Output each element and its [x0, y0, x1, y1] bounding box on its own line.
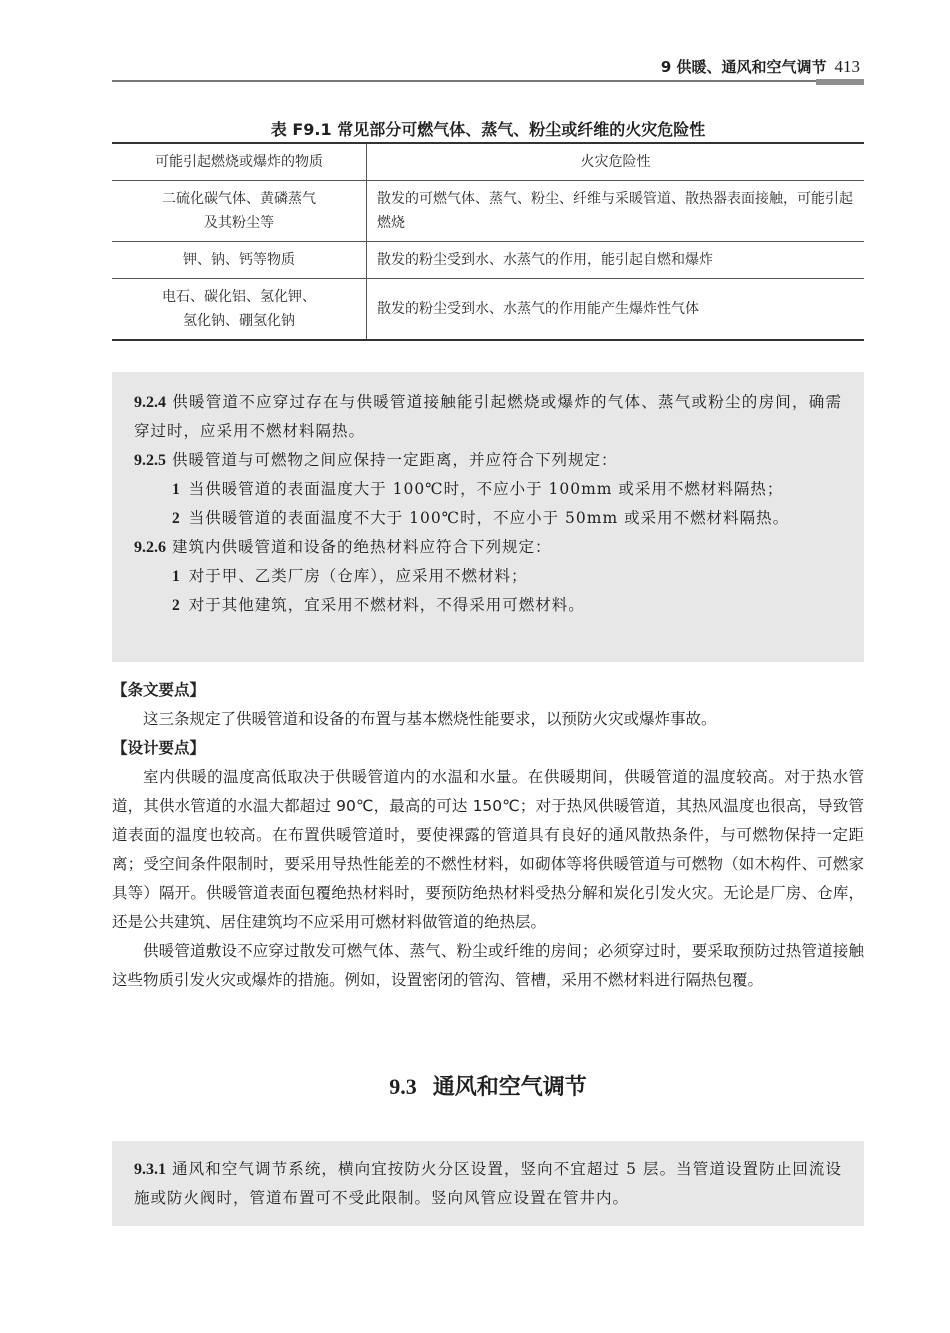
- section-title-text: 通风和空气调节: [432, 1075, 587, 1100]
- clause-9-2-5-item-1: [134, 475, 842, 504]
- clause-9-2-5: [134, 446, 842, 475]
- hazard-cell: 散发的粉尘受到水、水蒸气的作用能产生爆炸性气体: [367, 279, 865, 341]
- header-text: [661, 56, 860, 77]
- clause-text: 供暖管道不应穿过存在与供暖管道接触能引起燃烧或爆炸的气体、蒸气或粉尘的房间，确需穿过时，应采用不燃材料隔热。: [134, 393, 842, 440]
- column-header-hazard: 火灾危险性: [367, 143, 865, 181]
- design-paragraph-1: 室内供暖的温度高低取决于供暖管道内的水温和水量。在供暖期间，供暖管道的温度较高。对于热水管道，其供水管道的水温大都超过 90℃，最高的可达 150℃；对于热风供暖管道，其热风温度也很高，导致管道表面的温度也较高。在布置供暖管道时，要使裸露的管道具有良好的通风散热条件，与可燃物保持一定距离；受空间条件限制时，要采用导热性能差的不燃性材料，如砌体等将供暖管道与可燃物（如木构件、可燃家具等）隔开。供暖管道表面包覆绝热材料时，要预防绝热材料受热分解和炭化引发火灾。无论是厂房、仓库，还是公共建筑、居住建筑均不应采用可燃材料做管道的绝热层。: [112, 768, 864, 931]
- item-number: 2: [172, 510, 181, 527]
- item-text: 当供暖管道的表面温度大于 100℃时，不应小于 100mm 或采用不燃材料隔热；: [188, 480, 784, 498]
- commentary: [112, 676, 864, 995]
- design-paragraph-2: 供暖管道敷设不应穿过散发可燃气体、蒸气、粉尘或纤维的房间；必须穿过时，要采取预防过热管道接触这些物质引发火灾或爆炸的措施。例如，设置密闭的管沟、管槽，采用不燃材料进行隔热包覆。: [112, 942, 864, 989]
- item-text: 对于甲、乙类厂房（仓库），应采用不燃材料；: [188, 567, 528, 585]
- column-header-substance: 可能引起燃烧或爆炸的物质: [112, 143, 367, 181]
- item-number: 1: [172, 481, 181, 498]
- header-tab-marker: [816, 79, 864, 85]
- clause-9-2-4: [134, 388, 842, 446]
- section-number: 9.3: [389, 1074, 417, 1099]
- page-number: 413: [834, 57, 860, 76]
- table-header-row: [112, 143, 864, 181]
- clause-box-9-3: [112, 1141, 864, 1226]
- clause-number: 9.2.4: [134, 394, 166, 411]
- running-header: [112, 50, 864, 82]
- item-number: 2: [172, 597, 181, 614]
- item-text: 对于其他建筑，宜采用不燃材料，不得采用可燃材料。: [188, 596, 585, 614]
- design-label: 【设计要点】: [112, 739, 206, 757]
- hazard-cell: 散发的可燃气体、蒸气、粉尘、纤维与采暖管道、散热器表面接触，可能引起燃烧: [367, 181, 865, 242]
- table-title: 表 F9.1 常见部分可燃气体、蒸气、粉尘或纤维的火灾危险性: [270, 120, 706, 139]
- hazard-table: [112, 142, 864, 341]
- item-text: 当供暖管道的表面温度不大于 100℃时，不应小于 50mm 或采用不燃材料隔热。: [188, 509, 790, 527]
- hazard-cell: 散发的粉尘受到水、水蒸气的作用，能引起自燃和爆炸: [367, 242, 865, 279]
- chapter-title: 9 供暖、通风和空气调节: [660, 58, 827, 76]
- clause-number: 9.3.1: [134, 1161, 166, 1178]
- clause-number: 9.2.6: [134, 539, 166, 556]
- substance-cell: 二硫化碳气体、黄磷蒸气 及其粉尘等: [112, 181, 367, 242]
- section-heading: [112, 1070, 864, 1101]
- clause-9-2-6-item-2: [134, 591, 842, 620]
- clause-text: 供暖管道与可燃物之间应保持一定距离，并应符合下列规定：: [172, 451, 618, 469]
- header-rule: [112, 80, 864, 82]
- item-number: 1: [172, 568, 181, 585]
- clause-9-2-5-item-2: [134, 504, 842, 533]
- clause-9-2-6-item-1: [134, 562, 842, 591]
- clause-9-3-1: [134, 1155, 842, 1213]
- clause-9-2-6: [134, 533, 842, 562]
- substance-cell: 电石、碳化铝、氢化钾、 氢化钠、硼氢化钠: [112, 279, 367, 341]
- table-row: [112, 242, 864, 279]
- clause-box-9-2: [112, 372, 864, 662]
- points-label: 【条文要点】: [112, 681, 206, 699]
- clause-text: 建筑内供暖管道和设备的绝热材料应符合下列规定：: [172, 538, 552, 556]
- clause-number: 9.2.5: [134, 452, 166, 469]
- table-row: [112, 279, 864, 341]
- clause-text: 通风和空气调节系统，横向宜按防火分区设置，竖向不宜超过 5 层。当管道设置防止回流设施或防火阀时，管道布置可不受此限制。竖向风管应设置在管井内。: [134, 1160, 842, 1207]
- substance-cell: 钾、钠、钙等物质: [112, 242, 367, 279]
- points-paragraph: 这三条规定了供暖管道和设备的布置与基本燃烧性能要求，以预防火灾或爆炸事故。: [143, 710, 717, 728]
- table-row: [112, 181, 864, 242]
